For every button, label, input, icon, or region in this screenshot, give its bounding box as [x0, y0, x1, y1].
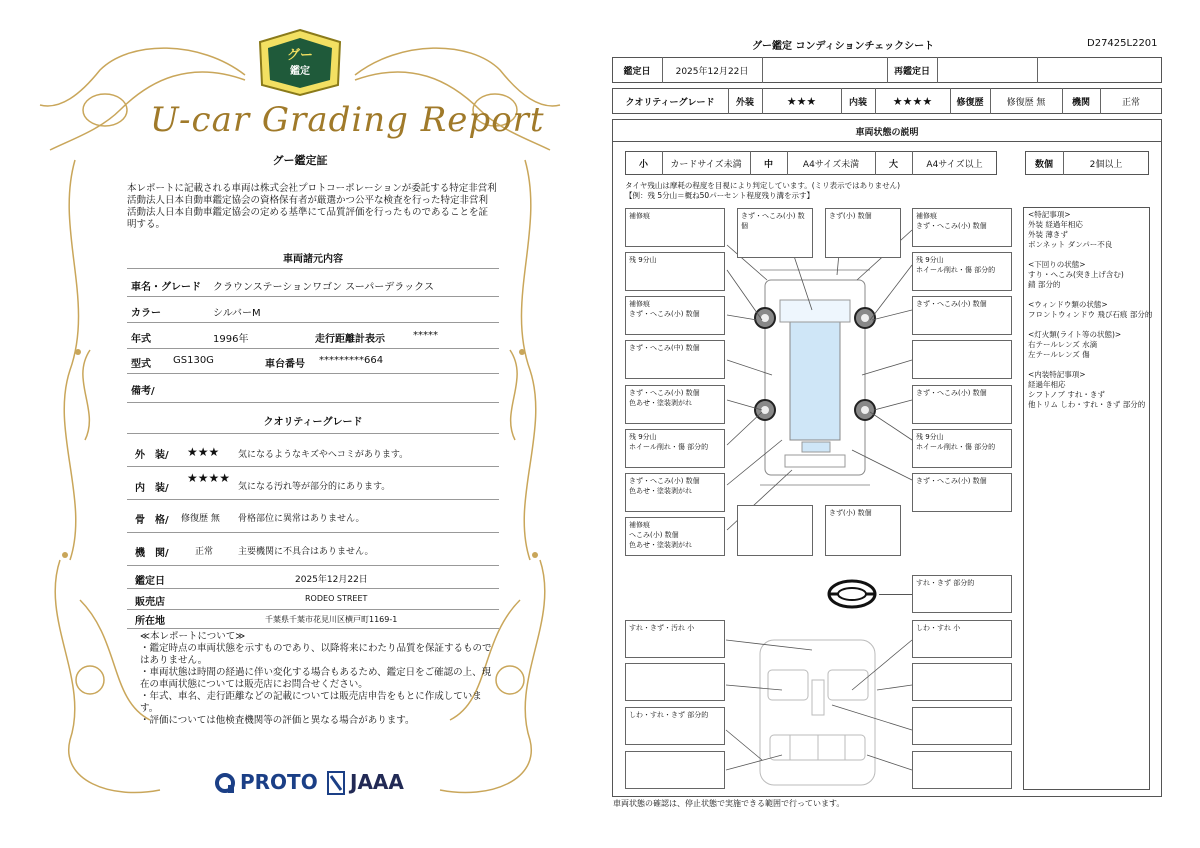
damage-box-right-6: 残 9分山 ホイール削れ・傷 部分的 [912, 429, 1012, 468]
grade-label: クオリティーグレード [625, 97, 715, 108]
repair-label: 修復歴 [956, 97, 984, 108]
note-item: ・評価については他検査機関等の評価と異なる場合があります。 [140, 715, 415, 726]
interior-label: 内装 [848, 97, 867, 108]
special-notes [1028, 210, 1152, 410]
proto-logo: PROTO [240, 770, 318, 794]
spec-label: 走行距離計表示 [315, 334, 385, 345]
interior-box-7 [625, 751, 725, 789]
note-heading: <ウィンドウ類の状態> [1028, 300, 1108, 309]
sheet-id: D27425L2201 [1087, 38, 1158, 49]
certificate-body: 本レポートに記載される車両は株式会社プロトコーポレーションが委託する特定非営利活動法人日本自動車鑑定協会の資格保有者が厳選かつ公平な検査を行った特定非営利活動法人日本自動車鑑定協会の定める基準にて品質評価を行ったものであることを証明する。 [127, 183, 497, 230]
exterior-label: 外装 [735, 97, 754, 108]
divider [127, 268, 499, 269]
exterior-stars: ★★★ [786, 94, 817, 108]
count-label: 数個 [1034, 159, 1053, 170]
note-heading: <灯火類(ライト等の状態)> [1028, 330, 1122, 339]
spec-value: 1996年 [213, 334, 249, 345]
jaaa-logo: JAAA [350, 770, 404, 794]
condition-title: 車両状態の説明 [855, 127, 919, 138]
damage-box-right-5: きず・へこみ(小) 数個 [912, 385, 1012, 424]
interior-box-6 [912, 707, 1012, 745]
damage-box-right-3: きず・へこみ(小) 数個 [912, 296, 1012, 335]
quality-grade: 正常 [195, 547, 214, 557]
quality-text: 主要機関に不具合はありません。 [238, 547, 374, 557]
note-line: ボンネット ダンパー不良 [1028, 240, 1113, 249]
sheet-title: グー鑑定 コンディションチェックシート [752, 41, 935, 52]
quality-grade: 修復歴 無 [181, 514, 220, 524]
repair-value: 修復歴 無 [1006, 97, 1046, 108]
spec-value: *********664 [319, 355, 384, 366]
note-line: 他トリム しわ・すれ・きず 部分的 [1028, 400, 1146, 409]
size-large: 大 [888, 159, 898, 170]
interior-box-3 [625, 663, 725, 701]
engine-value: 正常 [1121, 97, 1140, 108]
interior-box-4 [912, 663, 1012, 701]
divider [1037, 57, 1038, 83]
dealer-row [127, 589, 499, 610]
spec-label: 年式 [131, 334, 151, 345]
note-line: シフトノブ すれ・きず [1028, 390, 1105, 399]
interior-stars: ★★★★ [892, 94, 933, 108]
quality-row-engine [127, 533, 499, 566]
note-line: 外装 経過年相応 [1028, 220, 1083, 229]
dealer-label: 販売店 [135, 597, 165, 608]
note-item: ・年式、車名、走行距離などの記載については販売店申告をもとに作成しています。 [140, 691, 482, 714]
date-label: 鑑定日 [623, 66, 651, 77]
spacer [1028, 320, 1152, 330]
appraisal-date-row [127, 566, 499, 589]
interior-box-2: しわ・すれ 小 [912, 620, 1012, 658]
engine-label: 機関 [1071, 97, 1090, 108]
damage-box-left-3: 補修痕 きず・へこみ(小) 数個 [625, 296, 725, 335]
spec-label: 備考/ [131, 386, 155, 397]
quality-text: 骨格部位に異常はありません。 [238, 514, 365, 524]
tire-note-example: 【例：残 5分山＝概ね50パーセント程度残り溝を示す】 [625, 191, 815, 200]
divider [612, 141, 1162, 142]
quality-row-interior [127, 467, 499, 500]
location-row [127, 610, 499, 629]
note-item: ・車両状態は時間の経過に伴い変化する場合もあるため、鑑定日をご確認の上、現在の車両状態については販売店にお問合せください。 [140, 667, 492, 690]
note-item: ・鑑定時点の車両状態を示すものであり、以降将来にわたり品質を保証するものではありません。 [140, 643, 492, 666]
damage-box-left-1: 補修痕 [625, 208, 725, 247]
steering-wheel-icon [826, 578, 878, 610]
quality-label: 内 装/ [135, 483, 169, 494]
note-line: 右テールレンズ 水滴 [1028, 340, 1098, 349]
spec-value: クラウンステーションワゴン スーパーデラックス [213, 282, 434, 293]
note-heading: <内装特記事項> [1028, 370, 1086, 379]
damage-box-left-6: 残 9分山 ホイール削れ・傷 部分的 [625, 429, 725, 468]
leader-line [879, 594, 912, 595]
spec-value: ***** [413, 330, 438, 341]
interior-box-1: すれ・きず・汚れ 小 [625, 620, 725, 658]
tire-note: タイヤ残山は摩耗の程度を目視により判定しています。(ミリ表示ではありません) [625, 181, 901, 190]
damage-box-left-4: きず・へこみ(中) 数個 [625, 340, 725, 379]
damage-box-bottom-2: きず(小) 数個 [825, 505, 901, 556]
damage-box-left-5: きず・へこみ(小) 数個 色あせ・塗装剥がれ [625, 385, 725, 424]
spec-value: GS130G [173, 355, 214, 366]
spec-row-color [127, 297, 499, 323]
notes-title: ≪本レポートについて≫ [140, 631, 246, 642]
interior-box-5: しわ・すれ・きず 部分的 [625, 707, 725, 745]
damage-box-right-4 [912, 340, 1012, 379]
interior-box-8 [912, 751, 1012, 789]
damage-box-right-2: 残 9分山 ホイール削れ・傷 部分的 [912, 252, 1012, 291]
report-title: U-car Grading Report [150, 100, 545, 140]
size-mid: 中 [763, 159, 773, 170]
spec-label: 車名・グレード [131, 282, 201, 293]
damage-box-right-7: きず・へこみ(小) 数個 [912, 473, 1012, 512]
note-heading: <特記事項> [1028, 210, 1071, 219]
appraisal-date-value: 2025年12月22日 [295, 575, 368, 585]
size-large-desc: A4サイズ以上 [926, 159, 983, 170]
appraisal-date-label: 鑑定日 [135, 576, 165, 587]
specs-title: 車両諸元内容 [283, 254, 343, 265]
dealer-value: RODEO STREET [305, 594, 368, 603]
note-heading: <下回りの状態> [1028, 260, 1086, 269]
spec-row-model [127, 349, 499, 374]
redate-value [937, 57, 1037, 83]
note-line: 外装 薄きず [1028, 230, 1068, 239]
quality-title: クオリティーグレード [263, 417, 363, 428]
quality-label: 外 装/ [135, 450, 169, 461]
footer-note: 車両状態の確認は、停止状態で実施できる範囲で行っています。 [613, 799, 845, 808]
quality-row-exterior [127, 436, 499, 467]
note-line: 錆 部分的 [1028, 280, 1061, 289]
note-line: 左テールレンズ 傷 [1028, 350, 1090, 359]
divider [127, 433, 499, 434]
note-line: すり・へこみ(突き上げ含む) [1028, 270, 1124, 279]
spacer [1028, 250, 1152, 260]
quality-label: 骨 格/ [135, 515, 169, 526]
spec-row-name [127, 270, 499, 297]
spec-label: カラー [131, 308, 161, 319]
size-mid-desc: A4サイズ未満 [802, 159, 860, 170]
date-value: 2025年12月22日 [675, 66, 749, 77]
quality-row-frame [127, 500, 499, 533]
steering-box: すれ・きず 部分的 [912, 575, 1012, 613]
damage-box-top-2: きず(小) 数個 [825, 208, 901, 258]
spec-row-remarks [127, 374, 499, 403]
quality-text: 気になる汚れ等が部分的にあります。 [238, 482, 391, 492]
spec-label: 型式 [131, 359, 151, 370]
spec-row-year [127, 323, 499, 349]
count-desc: 2個以上 [1089, 159, 1123, 170]
note-line: フロントウィンドウ 飛び石痕 部分的 [1028, 310, 1153, 319]
badge-subtitle: 鑑定 [290, 66, 310, 77]
quality-grade: ★★★★ [187, 471, 231, 485]
spec-label: 車台番号 [265, 359, 305, 370]
note-line: 経過年相応 [1028, 380, 1066, 389]
jaaa-logo-icon [325, 770, 347, 796]
proto-logo-icon [214, 772, 238, 796]
spacer [1028, 360, 1152, 370]
quality-grade: ★★★ [187, 445, 220, 459]
damage-box-top-1: きず・へこみ(小) 数個 [737, 208, 813, 258]
damage-box-left-7: きず・へこみ(小) 数個 色あせ・塗装剥がれ [625, 473, 725, 512]
damage-box-right-1: 補修痕 きず・へこみ(小) 数個 [912, 208, 1012, 247]
location-label: 所在地 [135, 616, 165, 627]
quality-label: 機 関/ [135, 548, 169, 559]
damage-box-bottom-1 [737, 505, 813, 556]
certificate-title: グー鑑定証 [272, 154, 328, 167]
spacer [1028, 290, 1152, 300]
divider [762, 57, 763, 83]
damage-box-left-8: 補修痕 へこみ(小) 数個 色あせ・塗装剥がれ [625, 517, 725, 556]
badge-title: グー [286, 48, 313, 63]
redate-label: 再鑑定日 [893, 66, 930, 77]
report-notes [140, 631, 500, 727]
quality-text: 気になるようなキズやヘコミがあります。 [238, 450, 409, 460]
size-small-desc: カードサイズ未満 [670, 159, 742, 170]
damage-box-left-2: 残 9分山 [625, 252, 725, 291]
location-value: 千葉県千葉市花見川区横戸町1169-1 [265, 615, 398, 624]
spec-value: シルバーM [213, 308, 261, 319]
size-small: 小 [638, 159, 648, 170]
